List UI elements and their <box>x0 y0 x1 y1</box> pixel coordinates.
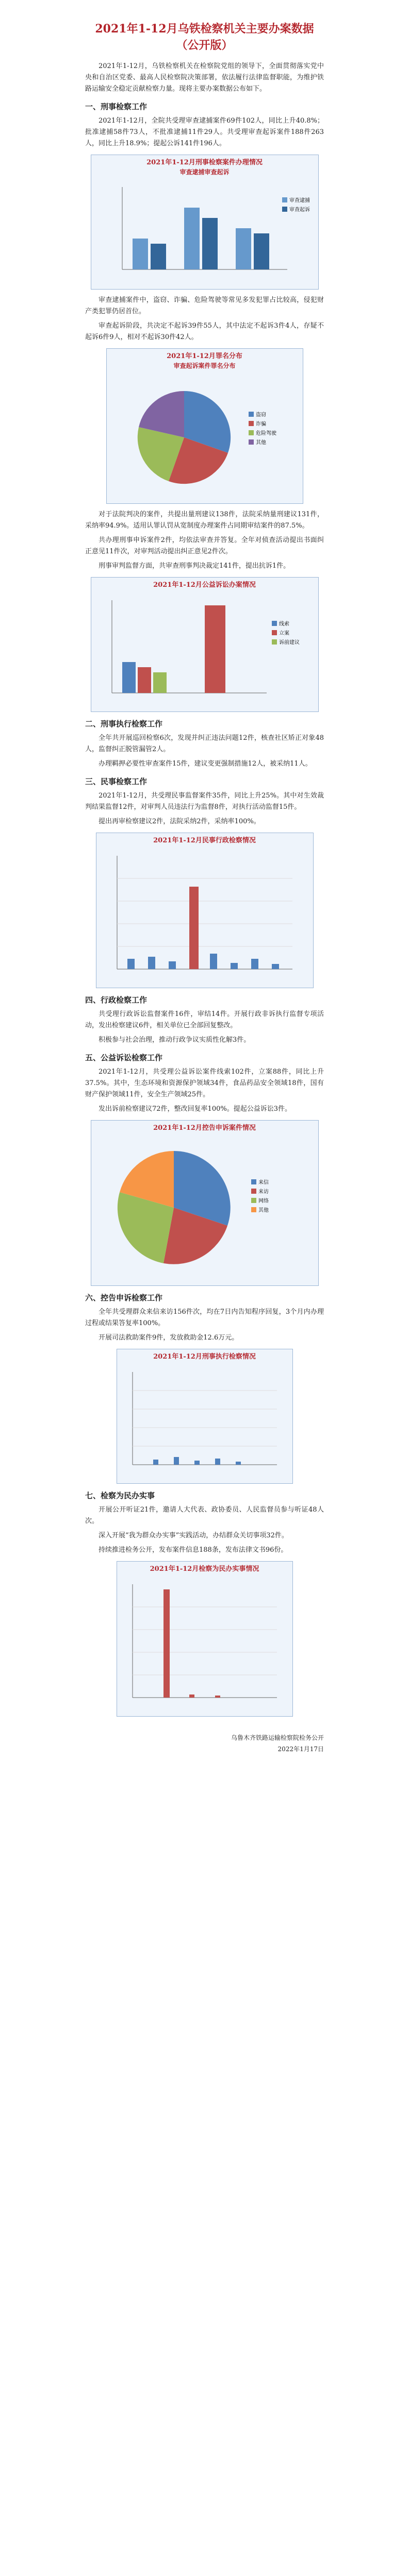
figure-5-chart <box>91 1133 318 1282</box>
f1-legend-1: 审查逮捕 <box>289 198 310 204</box>
f1-legend-swatch-1 <box>282 197 287 202</box>
sec2-paragraph-2: 办理羁押必要性审查案件15件，建议变更强制措施12人，被采纳11人。 <box>99 760 312 768</box>
f5-legend-4: 其他 <box>258 1208 269 1213</box>
f1-bar-4 <box>202 218 218 269</box>
f7-bar-1 <box>163 1589 170 1698</box>
sec5-paragraph-2: 发出诉前检察建议72件，整改回复率100%。提起公益诉讼3件。 <box>99 1105 291 1113</box>
f4-bar-2 <box>148 957 155 969</box>
f2-legend-1: 盗窃 <box>255 412 266 418</box>
f1-bar-2 <box>151 244 166 269</box>
figure-5-title: 2021年1-12月控告申诉案件情况 <box>153 1124 256 1132</box>
f1-bar-5 <box>236 228 251 269</box>
figure-7-chart <box>117 1574 292 1713</box>
sec1-paragraph-5: 共办理刑事申诉案件2件，均依法审查并答复。全年对侦查活动提出书面纠正意见11件次，对审判活动提出纠正意见2件次。 <box>85 536 324 555</box>
figure-1-title: 2021年1-12月刑事检察案件办理情况 <box>146 159 263 166</box>
section-7-heading: 七、检察为民办实事 <box>85 1491 155 1500</box>
f3-legend-2: 立案 <box>279 631 289 636</box>
f1-legend-swatch-2 <box>282 207 287 212</box>
f3-bar-4 <box>205 605 225 693</box>
f4-bar-8 <box>272 964 279 969</box>
f1-bar-6 <box>254 233 269 269</box>
document-body <box>85 21 324 1755</box>
f6-bar-2 <box>174 1457 179 1465</box>
section-6-heading: 六、控告申诉检察工作 <box>85 1293 163 1302</box>
f3-legend-3: 诉前建议 <box>279 640 300 646</box>
figure-6-chart <box>117 1362 292 1480</box>
f6-bar-4 <box>215 1459 220 1465</box>
figure-4 <box>96 833 314 988</box>
footer-source: 乌鲁木齐铁路运输检察院检务公开 <box>231 1734 324 1741</box>
intro-paragraph: 2021年1-12月，乌铁检察机关在检察院党组的领导下，全面贯彻落实党中央和自治区党委、最高人民检察院决策部署，依法履行法律监督职能，为维护铁路运输安全稳定贡献检察力量。现将主要办案数据公布如下。 <box>85 62 324 93</box>
f4-bar-7 <box>251 959 258 969</box>
section-3-heading: 三、民事检察工作 <box>85 777 148 786</box>
figure-3-title: 2021年1-12月公益诉讼办案情况 <box>153 581 256 589</box>
f3-legend-1: 线索 <box>279 621 289 627</box>
figure-3-chart <box>91 590 318 708</box>
sec4-paragraph-1: 共受理行政诉讼监督案件16件，审结14件。开展行政非诉执行监督专项活动，发出检察建议6件，相关单位已全部回复整改。 <box>85 1010 324 1029</box>
f2-legend-2: 诈骗 <box>255 421 266 427</box>
f7-bar-3 <box>215 1696 220 1698</box>
f3-bar-2 <box>138 667 151 693</box>
sec4-paragraph-2: 积极参与社会治理，推动行政争议实质性化解3件。 <box>99 1036 251 1044</box>
sec7-paragraph-3: 持续推进检务公开，发布案件信息188条，发布法律文书96份。 <box>99 1546 288 1554</box>
sec5-paragraph-1: 2021年1-12月，共受理公益诉讼案件线索102件，立案88件，同比上升37.5%。其中，生态环境和资源保护领域34件，食品药品安全领域18件，国有财产保护领域11件，安全生产领域25件。 <box>85 1068 324 1098</box>
section-1-heading: 一、刑事检察工作 <box>85 102 148 111</box>
figure-4-chart <box>96 845 313 985</box>
sec3-paragraph-2: 提出再审检察建议2件，法院采纳2件，采纳率100%。 <box>99 818 260 825</box>
section-5-heading: 五、公益诉讼检察工作 <box>85 1053 163 1062</box>
figure-6 <box>117 1349 293 1484</box>
sec1-paragraph-4: 对于法院判决的案件，共提出量刑建议138件，法院采纳量刑建议131件，采纳率94.9%。适用认罪认罚从宽制度办理案件占同期审结案件的87.5%。 <box>85 511 324 530</box>
figure-5 <box>91 1120 319 1286</box>
figure-1-chart <box>91 177 318 290</box>
footer-date: 2022年1月17日 <box>277 1745 324 1753</box>
sec1-paragraph-2: 审查逮捕案件中，盗窃、诈骗、危险驾驶等常见多发犯罪占比较高，侵犯财产类犯罪仍居首位。 <box>85 296 324 315</box>
sec6-paragraph-2: 开展司法救助案件9件，发放救助金12.6万元。 <box>99 1334 239 1342</box>
f6-bar-5 <box>236 1462 241 1465</box>
sec1-paragraph-1: 2021年1-12月，全院共受理审查逮捕案件69件102人，同比上升40.8%；批准逮捕58件73人，不批准逮捕11件29人。共受理审查起诉案件188件263人，同比上升18.9%；提起公诉141件196人。 <box>85 117 324 147</box>
figure-1 <box>91 155 319 290</box>
f5-legend-1: 来信 <box>258 1180 269 1185</box>
f5-legend-3: 网络 <box>258 1198 269 1204</box>
figure-2-subtitle: 审查起诉案件罪名分布 <box>173 362 236 369</box>
f1-legend-2: 审查起诉 <box>289 207 310 213</box>
f4-bar-3 <box>169 961 176 969</box>
figure-7 <box>117 1561 293 1717</box>
doc-title: 2021年1-12月乌铁检察机关主要办案数据 <box>95 22 314 36</box>
f1-bar-3 <box>184 208 200 269</box>
figure-4-title: 2021年1-12月民事行政检察情况 <box>153 837 256 844</box>
f6-bar-3 <box>194 1461 200 1465</box>
sec6-paragraph-1: 全年共受理群众来信来访156件次，均在7日内告知程序回复，3个月内办理过程或结果答复率100%。 <box>85 1308 324 1327</box>
sec7-paragraph-2: 深入开展“我为群众办实事”实践活动，办结群众关切事项32件。 <box>99 1532 288 1539</box>
f7-bar-2 <box>189 1694 194 1698</box>
sec1-paragraph-6: 刑事审判监督方面，共审查刑事判决裁定141件，提出抗诉1件。 <box>99 562 290 570</box>
figure-2 <box>106 348 303 504</box>
f4-bar-1 <box>127 959 135 969</box>
doc-subtitle: （公开版） <box>176 39 233 52</box>
f4-bar-6 <box>231 963 238 969</box>
f4-bar-5 <box>210 954 217 969</box>
f1-bar-1 <box>133 239 148 269</box>
figure-7-title: 2021年1-12月检察为民办实事情况 <box>150 1565 259 1573</box>
sec7-paragraph-1: 开展公开听证21件，邀请人大代表、政协委员、人民监督员参与听证48人次。 <box>85 1506 324 1525</box>
section-4-heading: 四、行政检察工作 <box>85 995 148 1005</box>
figure-2-chart <box>107 370 303 504</box>
section-2-heading: 二、刑事执行检察工作 <box>85 719 163 728</box>
f2-legend-3: 危险驾驶 <box>255 431 276 436</box>
f3-bar-1 <box>122 662 136 693</box>
figure-3 <box>91 577 319 712</box>
sec2-paragraph-1: 全年共开展巡回检察6次，发现并纠正违法问题12件，核查社区矫正对象48人，监督纠正脱管漏管2人。 <box>85 734 324 753</box>
f4-bar-4 <box>189 887 199 969</box>
figure-6-title: 2021年1-12月刑事执行检察情况 <box>153 1353 256 1361</box>
sec1-paragraph-3: 审查起诉阶段，共决定不起诉39件55人，其中法定不起诉3件4人，存疑不起诉6件9人，相对不起诉30件42人。 <box>85 322 324 341</box>
f2-legend-4: 其他 <box>255 440 266 446</box>
f3-bar-3 <box>153 672 167 693</box>
f6-bar-1 <box>153 1460 158 1465</box>
sec3-paragraph-1: 2021年1-12月，共受理民事监督案件35件，同比上升25%。其中对生效裁判结果监督12件，对审判人员违法行为监督8件，对执行活动监督15件。 <box>85 792 324 811</box>
figure-1-subtitle: 审查逮捕审查起诉 <box>179 168 230 176</box>
f5-legend-2: 来访 <box>258 1189 269 1195</box>
figure-2-title: 2021年1-12月罪名分布 <box>167 352 242 360</box>
